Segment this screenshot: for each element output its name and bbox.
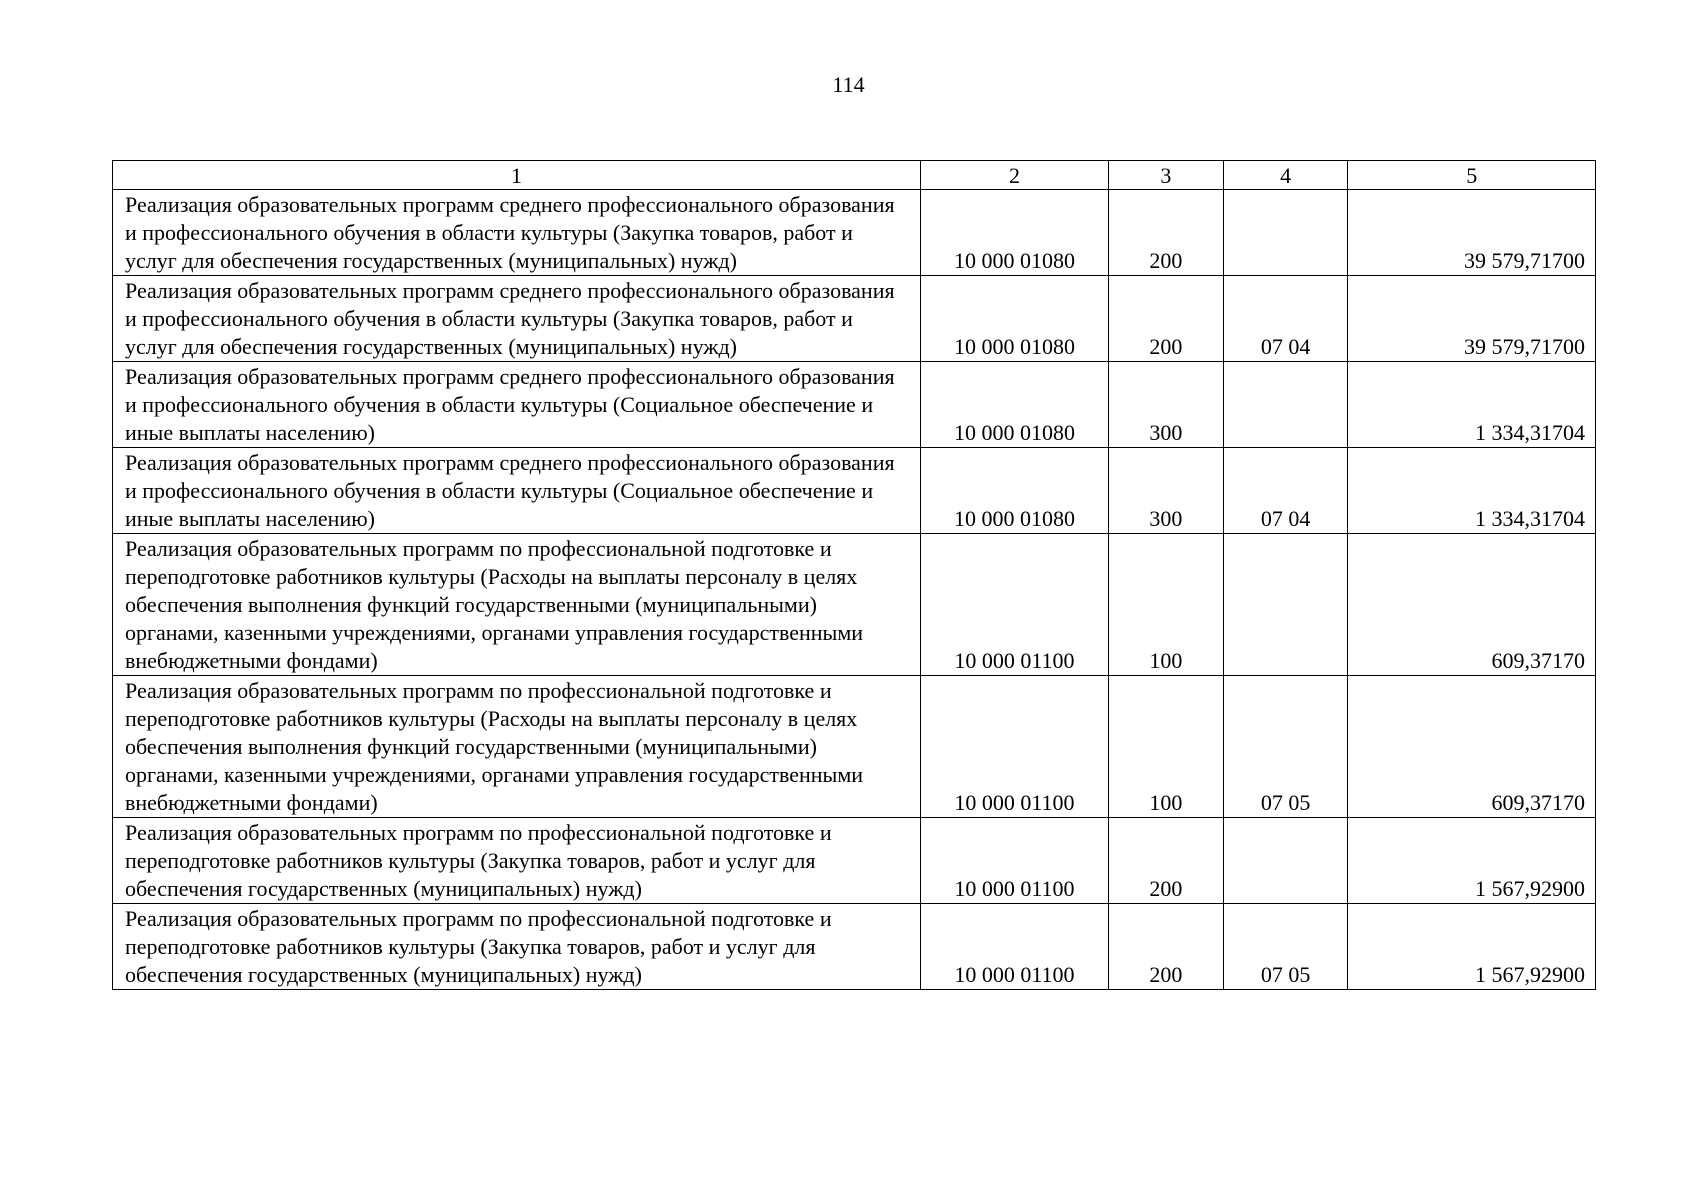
row-description: Реализация образовательных программ среднего профессионального образования и профессионального обучения в области культуры (Социальное обеспечение и иные выплаты населению) xyxy=(113,448,921,534)
row-code: 10 000 01100 xyxy=(920,818,1108,904)
row-description: Реализация образовательных программ по профессиональной подготовке и переподготовке работников культуры (Закупка товаров, работ и услуг для обеспечения государственных (муниципальных) нужд) xyxy=(113,818,921,904)
table-row xyxy=(113,362,1596,448)
row-amount: 39 579,71700 xyxy=(1348,276,1596,362)
row-amount: 1 334,31704 xyxy=(1348,448,1596,534)
row-type: 100 xyxy=(1109,534,1224,676)
row-code: 10 000 01080 xyxy=(920,190,1108,276)
row-amount: 1 567,92900 xyxy=(1348,904,1596,990)
row-amount: 609,37170 xyxy=(1348,676,1596,818)
row-amount: 39 579,71700 xyxy=(1348,190,1596,276)
table-row xyxy=(113,534,1596,676)
row-description: Реализация образовательных программ по профессиональной подготовке и переподготовке работников культуры (Закупка товаров, работ и услуг для обеспечения государственных (муниципальных) нужд) xyxy=(113,904,921,990)
row-description: Реализация образовательных программ среднего профессионального образования и профессионального обучения в области культуры (Социальное обеспечение и иные выплаты населению) xyxy=(113,362,921,448)
budget-table xyxy=(112,160,1596,990)
row-section: 07 05 xyxy=(1223,904,1348,990)
row-description: Реализация образовательных программ среднего профессионального образования и профессионального обучения в области культуры (Закупка товаров, работ и услуг для обеспечения государственных (муниципальных) нужд) xyxy=(113,276,921,362)
row-code: 10 000 01080 xyxy=(920,448,1108,534)
row-type: 200 xyxy=(1109,190,1224,276)
row-code: 10 000 01080 xyxy=(920,362,1108,448)
row-amount: 1 334,31704 xyxy=(1348,362,1596,448)
table-row xyxy=(113,904,1596,990)
table-row xyxy=(113,448,1596,534)
row-section xyxy=(1223,362,1348,448)
row-section xyxy=(1223,190,1348,276)
row-description: Реализация образовательных программ по профессиональной подготовке и переподготовке работников культуры (Расходы на выплаты персоналу в целях обеспечения выполнения функций государственными (муниципальными) органами, казенными учреждениями, органами управления государственными внебюджетными фондами) xyxy=(113,676,921,818)
row-code: 10 000 01080 xyxy=(920,276,1108,362)
row-amount: 1 567,92900 xyxy=(1348,818,1596,904)
row-code: 10 000 01100 xyxy=(920,676,1108,818)
header-col-5: 5 xyxy=(1348,161,1596,190)
table-row xyxy=(113,676,1596,818)
row-type: 200 xyxy=(1109,818,1224,904)
row-amount: 609,37170 xyxy=(1348,534,1596,676)
row-type: 300 xyxy=(1109,448,1224,534)
row-code: 10 000 01100 xyxy=(920,904,1108,990)
row-type: 200 xyxy=(1109,904,1224,990)
header-col-3: 3 xyxy=(1109,161,1224,190)
header-col-1: 1 xyxy=(113,161,921,190)
table-row xyxy=(113,818,1596,904)
header-col-4: 4 xyxy=(1223,161,1348,190)
row-type: 200 xyxy=(1109,276,1224,362)
row-section xyxy=(1223,818,1348,904)
row-description: Реализация образовательных программ среднего профессионального образования и профессионального обучения в области культуры (Закупка товаров, работ и услуг для обеспечения государственных (муниципальных) нужд) xyxy=(113,190,921,276)
row-section: 07 04 xyxy=(1223,448,1348,534)
table-header-row xyxy=(113,161,1596,190)
table-row xyxy=(113,276,1596,362)
row-section xyxy=(1223,534,1348,676)
header-col-2: 2 xyxy=(920,161,1108,190)
row-type: 100 xyxy=(1109,676,1224,818)
row-section: 07 05 xyxy=(1223,676,1348,818)
row-description: Реализация образовательных программ по профессиональной подготовке и переподготовке работников культуры (Расходы на выплаты персоналу в целях обеспечения выполнения функций государственными (муниципальными) органами, казенными учреждениями, органами управления государственными внебюджетными фондами) xyxy=(113,534,921,676)
table-row xyxy=(113,190,1596,276)
row-type: 300 xyxy=(1109,362,1224,448)
row-code: 10 000 01100 xyxy=(920,534,1108,676)
row-section: 07 04 xyxy=(1223,276,1348,362)
page-number: 114 xyxy=(832,72,865,97)
